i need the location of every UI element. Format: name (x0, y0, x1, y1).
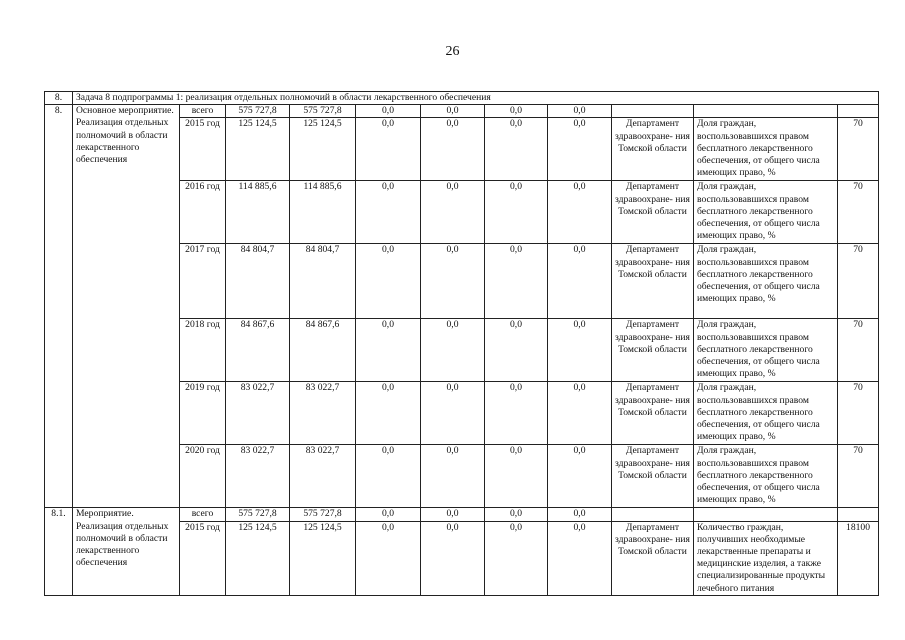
funding-value: 0,0 (356, 105, 421, 118)
target-value: 70 (838, 445, 879, 508)
block-total-row (45, 105, 879, 118)
indicator: Доля граждан, воспользовавшихся правом бесплатного лекарственного обеспечения, от общего числа имеющих право, % (694, 181, 838, 244)
target-value: 70 (838, 118, 879, 181)
funding-value: 0,0 (485, 181, 548, 244)
funding-value: 114 885,6 (226, 181, 290, 244)
activity-name: Основное мероприятие. Реализация отдельных полномочий в области лекарственного обеспечения (73, 105, 180, 508)
target-value: 18100 (838, 521, 879, 595)
funding-value: 0,0 (548, 508, 612, 521)
funding-value: 125 124,5 (290, 118, 356, 181)
year-label: 2016 год (180, 181, 226, 244)
funding-value: 0,0 (548, 521, 612, 595)
funding-value: 83 022,7 (226, 445, 290, 508)
executor-cell-empty (612, 508, 694, 521)
period-label: всего (180, 508, 226, 521)
funding-value: 0,0 (485, 244, 548, 319)
funding-value: 0,0 (421, 319, 485, 382)
funding-value: 0,0 (485, 508, 548, 521)
indicator-cell-empty (694, 105, 838, 118)
funding-value: 84 804,7 (226, 244, 290, 319)
funding-value: 0,0 (548, 105, 612, 118)
funding-value: 0,0 (356, 445, 421, 508)
indicator: Доля граждан, воспользовавшихся правом бесплатного лекарственного обеспечения, от общего числа имеющих право, % (694, 445, 838, 508)
year-label: 2015 год (180, 118, 226, 181)
funding-value: 125 124,5 (226, 118, 290, 181)
funding-value: 83 022,7 (226, 382, 290, 445)
funding-value: 0,0 (421, 521, 485, 595)
funding-value: 0,0 (548, 319, 612, 382)
funding-value: 0,0 (548, 382, 612, 445)
target-cell-empty (838, 105, 879, 118)
row-number: 8.1. (45, 508, 73, 595)
executor: Департамент здравоохране- ния Томской области (612, 382, 694, 445)
funding-value: 0,0 (356, 181, 421, 244)
funding-value: 0,0 (356, 382, 421, 445)
indicator: Доля граждан, воспользовавшихся правом бесплатного лекарственного обеспечения, от общего числа имеющих право, % (694, 244, 838, 319)
funding-value: 0,0 (421, 118, 485, 181)
indicator-cell-empty (694, 508, 838, 521)
indicator: Доля граждан, воспользовавшихся правом бесплатного лекарственного обеспечения, от общего числа имеющих право, % (694, 118, 838, 181)
funding-value: 575 727,8 (226, 508, 290, 521)
funding-value: 114 885,6 (290, 181, 356, 244)
funding-value: 83 022,7 (290, 445, 356, 508)
funding-value: 0,0 (548, 244, 612, 319)
funding-value: 0,0 (421, 445, 485, 508)
funding-value: 83 022,7 (290, 382, 356, 445)
funding-value: 0,0 (548, 445, 612, 508)
funding-value: 0,0 (421, 181, 485, 244)
target-value: 70 (838, 244, 879, 319)
funding-value: 0,0 (421, 105, 485, 118)
target-value: 70 (838, 181, 879, 244)
target-value: 70 (838, 319, 879, 382)
funding-value: 575 727,8 (290, 105, 356, 118)
page-number: 26 (445, 44, 460, 59)
funding-value: 575 727,8 (290, 508, 356, 521)
activity-name: Мероприятие. Реализация отдельных полномочий в области лекарственного обеспечения (73, 508, 180, 595)
funding-value: 0,0 (548, 181, 612, 244)
year-label: 2017 год (180, 244, 226, 319)
funding-value: 0,0 (485, 105, 548, 118)
funding-value: 0,0 (421, 244, 485, 319)
row-number: 8. (45, 105, 73, 508)
indicator: Доля граждан, воспользовавшихся правом бесплатного лекарственного обеспечения, от общего числа имеющих право, % (694, 382, 838, 445)
table-body (45, 92, 879, 596)
section-title: Задача 8 подпрограммы 1: реализация отдельных полномочий в области лекарственного обеспечения (73, 92, 879, 105)
funding-value: 0,0 (421, 508, 485, 521)
funding-value: 0,0 (356, 508, 421, 521)
target-cell-empty (838, 508, 879, 521)
period-label: всего (180, 105, 226, 118)
funding-value: 0,0 (356, 118, 421, 181)
year-label: 2020 год (180, 445, 226, 508)
target-value: 70 (838, 382, 879, 445)
funding-value: 0,0 (485, 118, 548, 181)
funding-value: 0,0 (548, 118, 612, 181)
executor: Департамент здравоохране- ния Томской области (612, 445, 694, 508)
program-table (44, 91, 879, 596)
funding-value: 0,0 (356, 319, 421, 382)
funding-value: 84 804,7 (290, 244, 356, 319)
funding-value: 0,0 (485, 382, 548, 445)
funding-value: 0,0 (485, 319, 548, 382)
funding-value: 0,0 (356, 521, 421, 595)
year-label: 2019 год (180, 382, 226, 445)
funding-value: 0,0 (485, 521, 548, 595)
section-number: 8. (45, 92, 73, 105)
funding-value: 125 124,5 (290, 521, 356, 595)
funding-value: 575 727,8 (226, 105, 290, 118)
section-row (45, 92, 879, 105)
funding-value: 0,0 (485, 445, 548, 508)
funding-value: 84 867,6 (290, 319, 356, 382)
funding-value: 125 124,5 (226, 521, 290, 595)
block-total-row (45, 508, 879, 521)
executor: Департамент здравоохране- ния Томской области (612, 181, 694, 244)
indicator: Количество граждан, получивших необходимые лекарственные препараты и медицинские изделия, а также специализированные продукты лечебного питания (694, 521, 838, 595)
year-label: 2015 год (180, 521, 226, 595)
executor-cell-empty (612, 105, 694, 118)
executor: Департамент здравоохране- ния Томской области (612, 521, 694, 595)
year-label: 2018 год (180, 319, 226, 382)
indicator: Доля граждан, воспользовавшихся правом бесплатного лекарственного обеспечения, от общего числа имеющих право, % (694, 319, 838, 382)
executor: Департамент здравоохране- ния Томской области (612, 118, 694, 181)
funding-value: 0,0 (356, 244, 421, 319)
executor: Департамент здравоохране- ния Томской области (612, 319, 694, 382)
funding-value: 0,0 (421, 382, 485, 445)
funding-value: 84 867,6 (226, 319, 290, 382)
executor: Департамент здравоохране- ния Томской области (612, 244, 694, 319)
